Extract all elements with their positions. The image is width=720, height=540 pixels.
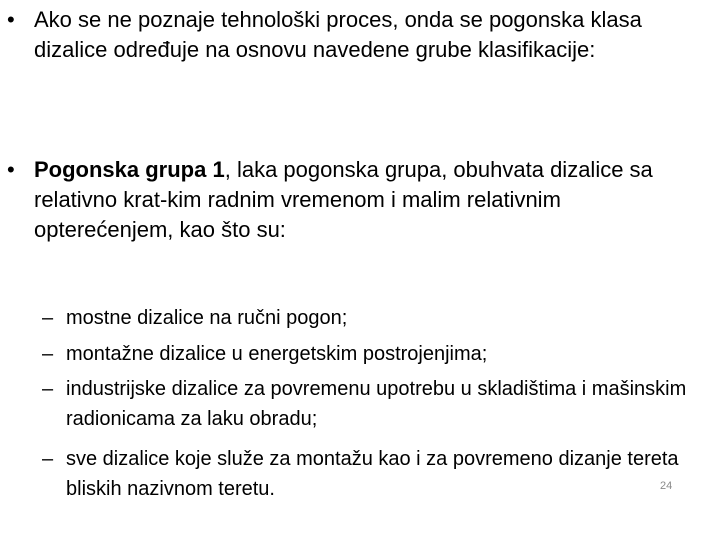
sub-bullet-text: industrijske dizalice za povremenu upotrebu u skladištima i mašinskim radionicama za laku obradu; [66,378,687,430]
sub-bullet-text: montažne dizalice u energetskim postrojenjima; [66,343,488,365]
bullet-text-container [34,155,704,245]
bullet-marker: • [7,7,15,32]
sub-bullet-item [0,374,718,434]
dash-marker: – [42,307,54,329]
dash-marker: – [42,343,54,365]
bullet-text: , laka pogonska grupa, obuhvata dizalice sa relativno krat-kim radnim vremenom i malim relativnim opterećenjem, kao što su: [34,157,653,242]
dash-marker: – [42,378,54,400]
bullet-marker: • [7,157,15,182]
sub-bullet-text: sve dizalice koje služe za montažu kao i za povremeno dizanje tereta bliskih nazivnom teretu. [66,448,679,500]
bullet-item [0,155,700,245]
sub-bullet-text: mostne dizalice na ručni pogon; [66,307,348,329]
sub-bullet-item [0,444,718,504]
bullet-text: Ako se ne poznaje tehnološki proces, onda se pogonska klasa dizalice određuje na osnovu navedene grube klasifikacije: [34,7,642,62]
bullet-bold-term: Pogonska grupa 1 [34,157,225,182]
dash-marker: – [42,448,54,470]
sub-bullet-item [0,303,718,333]
page-number: 24 [660,480,673,492]
bullet-item [0,5,700,65]
sub-bullet-item [0,339,718,369]
